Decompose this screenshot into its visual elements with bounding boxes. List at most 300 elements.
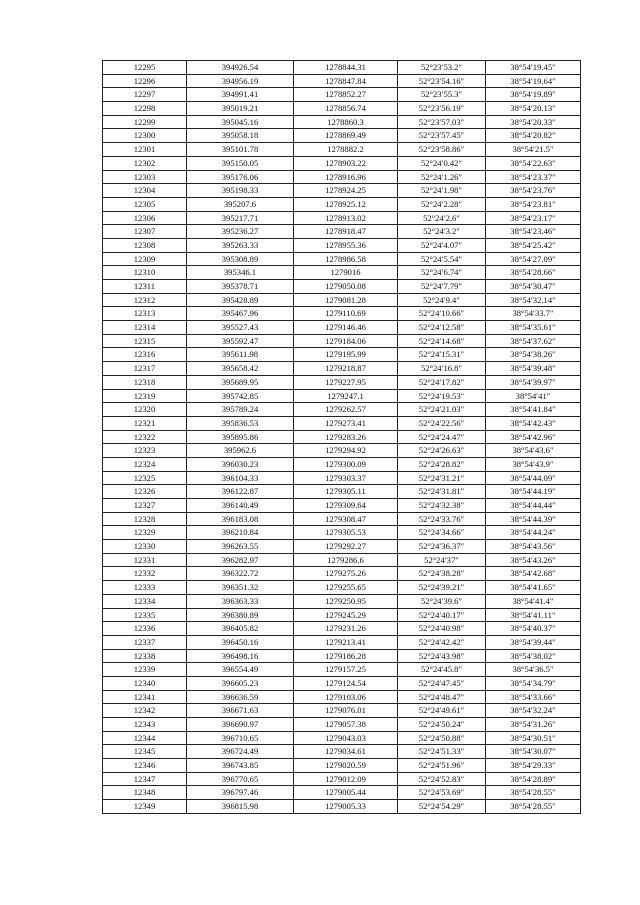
longitude-cell: 38°54′41.84″ xyxy=(486,403,581,417)
point-number-cell: 12302 xyxy=(103,156,187,170)
x-coordinate-cell: 395176.06 xyxy=(187,170,294,184)
table-row xyxy=(103,115,581,129)
longitude-cell: 38°54′23.37″ xyxy=(486,170,581,184)
point-number-cell: 12295 xyxy=(103,61,187,75)
longitude-cell: 38°54′41″ xyxy=(486,389,581,403)
x-coordinate-cell: 396724.49 xyxy=(187,745,294,759)
table-row xyxy=(103,170,581,184)
x-coordinate-cell: 395045.16 xyxy=(187,115,294,129)
y-coordinate-cell: 1278903.22 xyxy=(294,156,398,170)
x-coordinate-cell: 396104.33 xyxy=(187,471,294,485)
latitude-cell: 52°24′37″ xyxy=(398,553,486,567)
latitude-cell: 52°23′57.03″ xyxy=(398,115,486,129)
table-row xyxy=(103,608,581,622)
y-coordinate-cell: 1279043.03 xyxy=(294,731,398,745)
point-number-cell: 12327 xyxy=(103,499,187,513)
table-row xyxy=(103,526,581,540)
table-row xyxy=(103,540,581,554)
latitude-cell: 52°24′33.76″ xyxy=(398,512,486,526)
y-coordinate-cell: 1279255.65 xyxy=(294,581,398,595)
x-coordinate-cell: 395527.43 xyxy=(187,321,294,335)
longitude-cell: 38°54′21.5″ xyxy=(486,143,581,157)
latitude-cell: 52°23′53.2″ xyxy=(398,61,486,75)
point-number-cell: 12300 xyxy=(103,129,187,143)
y-coordinate-cell: 1279081.28 xyxy=(294,293,398,307)
table-row xyxy=(103,444,581,458)
x-coordinate-cell: 396210.84 xyxy=(187,526,294,540)
latitude-cell: 52°24′5.54″ xyxy=(398,252,486,266)
y-coordinate-cell: 1279124.54 xyxy=(294,676,398,690)
point-number-cell: 12299 xyxy=(103,115,187,129)
longitude-cell: 38°54′38.26″ xyxy=(486,348,581,362)
latitude-cell: 52°24′4.07″ xyxy=(398,238,486,252)
longitude-cell: 38°54′44.09″ xyxy=(486,471,581,485)
point-number-cell: 12345 xyxy=(103,745,187,759)
table-row xyxy=(103,362,581,376)
y-coordinate-cell: 1279309.64 xyxy=(294,499,398,513)
latitude-cell: 52°24′36.37″ xyxy=(398,540,486,554)
y-coordinate-cell: 1278924.25 xyxy=(294,184,398,198)
x-coordinate-cell: 395467.96 xyxy=(187,307,294,321)
table-row xyxy=(103,499,581,513)
latitude-cell: 52°24′22.56″ xyxy=(398,416,486,430)
point-number-cell: 12324 xyxy=(103,457,187,471)
point-number-cell: 12338 xyxy=(103,649,187,663)
table-row xyxy=(103,321,581,335)
y-coordinate-cell: 1278925.12 xyxy=(294,197,398,211)
table-row xyxy=(103,553,581,567)
y-coordinate-cell: 1278918.47 xyxy=(294,225,398,239)
x-coordinate-cell: 395217.71 xyxy=(187,211,294,225)
latitude-cell: 52°24′24.47″ xyxy=(398,430,486,444)
latitude-cell: 52°24′21.03″ xyxy=(398,403,486,417)
longitude-cell: 38°54′27.09″ xyxy=(486,252,581,266)
x-coordinate-cell: 395592.47 xyxy=(187,334,294,348)
point-number-cell: 12303 xyxy=(103,170,187,184)
latitude-cell: 52°23′58.86″ xyxy=(398,143,486,157)
table-row xyxy=(103,676,581,690)
table-row xyxy=(103,581,581,595)
table-row xyxy=(103,594,581,608)
point-number-cell: 12341 xyxy=(103,690,187,704)
table-row xyxy=(103,485,581,499)
table-row xyxy=(103,307,581,321)
latitude-cell: 52°24′49.61″ xyxy=(398,704,486,718)
x-coordinate-cell: 396380.89 xyxy=(187,608,294,622)
latitude-cell: 52°24′2.6″ xyxy=(398,211,486,225)
x-coordinate-cell: 395658.42 xyxy=(187,362,294,376)
table-row xyxy=(103,663,581,677)
point-number-cell: 12331 xyxy=(103,553,187,567)
table-row xyxy=(103,238,581,252)
table-row xyxy=(103,718,581,732)
point-number-cell: 12307 xyxy=(103,225,187,239)
x-coordinate-cell: 395198.33 xyxy=(187,184,294,198)
y-coordinate-cell: 1279146.46 xyxy=(294,321,398,335)
point-number-cell: 12309 xyxy=(103,252,187,266)
point-number-cell: 12306 xyxy=(103,211,187,225)
table-row xyxy=(103,61,581,75)
x-coordinate-cell: 396183.08 xyxy=(187,512,294,526)
longitude-cell: 38°54′44.44″ xyxy=(486,499,581,513)
y-coordinate-cell: 1278913.02 xyxy=(294,211,398,225)
x-coordinate-cell: 394926.54 xyxy=(187,61,294,75)
x-coordinate-cell: 395263.33 xyxy=(187,238,294,252)
x-coordinate-cell: 394991.41 xyxy=(187,88,294,102)
y-coordinate-cell: 1278869.49 xyxy=(294,129,398,143)
y-coordinate-cell: 1279076.01 xyxy=(294,704,398,718)
latitude-cell: 52°24′32.38″ xyxy=(398,499,486,513)
point-number-cell: 12330 xyxy=(103,540,187,554)
longitude-cell: 38°54′33.66″ xyxy=(486,690,581,704)
latitude-cell: 52°24′19.53″ xyxy=(398,389,486,403)
table-row xyxy=(103,704,581,718)
point-number-cell: 12297 xyxy=(103,88,187,102)
y-coordinate-cell: 1279283.26 xyxy=(294,430,398,444)
point-number-cell: 12336 xyxy=(103,622,187,636)
table-row xyxy=(103,430,581,444)
longitude-cell: 38°54′35.61″ xyxy=(486,321,581,335)
x-coordinate-cell: 395742.85 xyxy=(187,389,294,403)
y-coordinate-cell: 1278986.58 xyxy=(294,252,398,266)
longitude-cell: 38°54′32.24″ xyxy=(486,704,581,718)
latitude-cell: 52°24′10.66″ xyxy=(398,307,486,321)
point-number-cell: 12316 xyxy=(103,348,187,362)
x-coordinate-cell: 396122.87 xyxy=(187,485,294,499)
longitude-cell: 38°54′42.68″ xyxy=(486,567,581,581)
longitude-cell: 38°54′19.64″ xyxy=(486,74,581,88)
x-coordinate-cell: 396743.85 xyxy=(187,759,294,773)
y-coordinate-cell: 1278856.74 xyxy=(294,102,398,116)
point-number-cell: 12334 xyxy=(103,594,187,608)
x-coordinate-cell: 396140.49 xyxy=(187,499,294,513)
longitude-cell: 38°54′37.62″ xyxy=(486,334,581,348)
table-row xyxy=(103,74,581,88)
table-row xyxy=(103,403,581,417)
table-row xyxy=(103,389,581,403)
point-number-cell: 12343 xyxy=(103,718,187,732)
x-coordinate-cell: 396405.82 xyxy=(187,622,294,636)
longitude-cell: 38°54′28.89″ xyxy=(486,772,581,786)
y-coordinate-cell: 1279110.69 xyxy=(294,307,398,321)
point-number-cell: 12325 xyxy=(103,471,187,485)
table-row xyxy=(103,622,581,636)
y-coordinate-cell: 1279005.44 xyxy=(294,786,398,800)
y-coordinate-cell: 1279300.09 xyxy=(294,457,398,471)
y-coordinate-cell: 1279245.29 xyxy=(294,608,398,622)
y-coordinate-cell: 1278955.36 xyxy=(294,238,398,252)
latitude-cell: 52°24′47.45″ xyxy=(398,676,486,690)
table-row xyxy=(103,772,581,786)
latitude-cell: 52°24′38.28″ xyxy=(398,567,486,581)
longitude-cell: 38°54′34.79″ xyxy=(486,676,581,690)
y-coordinate-cell: 1278882.2 xyxy=(294,143,398,157)
x-coordinate-cell: 396282.97 xyxy=(187,553,294,567)
latitude-cell: 52°24′1.26″ xyxy=(398,170,486,184)
longitude-cell: 38°54′41.65″ xyxy=(486,581,581,595)
x-coordinate-cell: 395308.89 xyxy=(187,252,294,266)
latitude-cell: 52°24′6.74″ xyxy=(398,266,486,280)
x-coordinate-cell: 396498.16 xyxy=(187,649,294,663)
latitude-cell: 52°23′57.45″ xyxy=(398,129,486,143)
point-number-cell: 12320 xyxy=(103,403,187,417)
y-coordinate-cell: 1279305.53 xyxy=(294,526,398,540)
x-coordinate-cell: 395236.27 xyxy=(187,225,294,239)
x-coordinate-cell: 396797.46 xyxy=(187,786,294,800)
x-coordinate-cell: 395895.86 xyxy=(187,430,294,444)
longitude-cell: 38°54′20.82″ xyxy=(486,129,581,143)
longitude-cell: 38°54′23.17″ xyxy=(486,211,581,225)
x-coordinate-cell: 396770.65 xyxy=(187,772,294,786)
point-number-cell: 12329 xyxy=(103,526,187,540)
table-row xyxy=(103,731,581,745)
y-coordinate-cell: 1279050.08 xyxy=(294,280,398,294)
table-row xyxy=(103,375,581,389)
point-number-cell: 12319 xyxy=(103,389,187,403)
table-row xyxy=(103,197,581,211)
point-number-cell: 12308 xyxy=(103,238,187,252)
point-number-cell: 12298 xyxy=(103,102,187,116)
latitude-cell: 52°24′45.8″ xyxy=(398,663,486,677)
point-number-cell: 12305 xyxy=(103,197,187,211)
latitude-cell: 52°23′56.19″ xyxy=(398,102,486,116)
x-coordinate-cell: 395836.53 xyxy=(187,416,294,430)
latitude-cell: 52°24′52.83″ xyxy=(398,772,486,786)
table-row xyxy=(103,786,581,800)
x-coordinate-cell: 395962.6 xyxy=(187,444,294,458)
longitude-cell: 38°54′29.33″ xyxy=(486,759,581,773)
table-row xyxy=(103,102,581,116)
latitude-cell: 52°24′40.98″ xyxy=(398,622,486,636)
x-coordinate-cell: 396263.55 xyxy=(187,540,294,554)
point-number-cell: 12342 xyxy=(103,704,187,718)
longitude-cell: 38°54′28.55″ xyxy=(486,786,581,800)
longitude-cell: 38°54′39.97″ xyxy=(486,375,581,389)
table-row xyxy=(103,800,581,814)
longitude-cell: 38°54′40.37″ xyxy=(486,622,581,636)
x-coordinate-cell: 396554.49 xyxy=(187,663,294,677)
y-coordinate-cell: 1278844.31 xyxy=(294,61,398,75)
longitude-cell: 38°54′44.19″ xyxy=(486,485,581,499)
y-coordinate-cell: 1279294.92 xyxy=(294,444,398,458)
longitude-cell: 38°54′41.11″ xyxy=(486,608,581,622)
coordinate-table xyxy=(102,60,581,814)
x-coordinate-cell: 396363.33 xyxy=(187,594,294,608)
longitude-cell: 38°54′43.26″ xyxy=(486,553,581,567)
table-row xyxy=(103,293,581,307)
longitude-cell: 38°54′32.14″ xyxy=(486,293,581,307)
table-row xyxy=(103,211,581,225)
x-coordinate-cell: 396030.23 xyxy=(187,457,294,471)
table-row xyxy=(103,690,581,704)
latitude-cell: 52°24′28.82″ xyxy=(398,457,486,471)
latitude-cell: 52°24′16.8″ xyxy=(398,362,486,376)
x-coordinate-cell: 395346.1 xyxy=(187,266,294,280)
longitude-cell: 38°54′23.46″ xyxy=(486,225,581,239)
table-row xyxy=(103,512,581,526)
longitude-cell: 38°54′44.24″ xyxy=(486,526,581,540)
y-coordinate-cell: 1279103.06 xyxy=(294,690,398,704)
longitude-cell: 38°54′38.02″ xyxy=(486,649,581,663)
y-coordinate-cell: 1279218.87 xyxy=(294,362,398,376)
latitude-cell: 52°24′7.79″ xyxy=(398,280,486,294)
x-coordinate-cell: 395207.6 xyxy=(187,197,294,211)
latitude-cell: 52°24′0.42″ xyxy=(398,156,486,170)
longitude-cell: 38°54′43.6″ xyxy=(486,444,581,458)
point-number-cell: 12304 xyxy=(103,184,187,198)
point-number-cell: 12312 xyxy=(103,293,187,307)
table-row xyxy=(103,280,581,294)
y-coordinate-cell: 1279186.28 xyxy=(294,649,398,663)
point-number-cell: 12348 xyxy=(103,786,187,800)
longitude-cell: 38°54′28.66″ xyxy=(486,266,581,280)
point-number-cell: 12328 xyxy=(103,512,187,526)
table-row xyxy=(103,252,581,266)
point-number-cell: 12318 xyxy=(103,375,187,389)
longitude-cell: 38°54′43.9″ xyxy=(486,457,581,471)
latitude-cell: 52°24′2.28″ xyxy=(398,197,486,211)
point-number-cell: 12321 xyxy=(103,416,187,430)
latitude-cell: 52°24′12.58″ xyxy=(398,321,486,335)
point-number-cell: 12323 xyxy=(103,444,187,458)
longitude-cell: 38°54′33.7″ xyxy=(486,307,581,321)
x-coordinate-cell: 396322.72 xyxy=(187,567,294,581)
latitude-cell: 52°23′55.3″ xyxy=(398,88,486,102)
y-coordinate-cell: 1279005.33 xyxy=(294,800,398,814)
x-coordinate-cell: 396690.97 xyxy=(187,718,294,732)
y-coordinate-cell: 1279213.41 xyxy=(294,635,398,649)
latitude-cell: 52°24′14.68″ xyxy=(398,334,486,348)
x-coordinate-cell: 395378.71 xyxy=(187,280,294,294)
latitude-cell: 52°24′9.4″ xyxy=(398,293,486,307)
y-coordinate-cell: 1279273.41 xyxy=(294,416,398,430)
table-row xyxy=(103,348,581,362)
table-row xyxy=(103,156,581,170)
y-coordinate-cell: 1279012.09 xyxy=(294,772,398,786)
latitude-cell: 52°24′26.63″ xyxy=(398,444,486,458)
y-coordinate-cell: 1279034.61 xyxy=(294,745,398,759)
latitude-cell: 52°24′1.98″ xyxy=(398,184,486,198)
longitude-cell: 38°54′39.44″ xyxy=(486,635,581,649)
latitude-cell: 52°24′42.42″ xyxy=(398,635,486,649)
x-coordinate-cell: 396605.23 xyxy=(187,676,294,690)
point-number-cell: 12317 xyxy=(103,362,187,376)
point-number-cell: 12333 xyxy=(103,581,187,595)
y-coordinate-cell: 1279195.99 xyxy=(294,348,398,362)
x-coordinate-cell: 395101.78 xyxy=(187,143,294,157)
x-coordinate-cell: 395150.05 xyxy=(187,156,294,170)
point-number-cell: 12315 xyxy=(103,334,187,348)
latitude-cell: 52°24′50.24″ xyxy=(398,718,486,732)
x-coordinate-cell: 396815.98 xyxy=(187,800,294,814)
y-coordinate-cell: 1279227.95 xyxy=(294,375,398,389)
longitude-cell: 38°54′30.51″ xyxy=(486,731,581,745)
table-row xyxy=(103,266,581,280)
latitude-cell: 52°24′53.69″ xyxy=(398,786,486,800)
longitude-cell: 38°54′31.26″ xyxy=(486,718,581,732)
table-row xyxy=(103,416,581,430)
table-row xyxy=(103,334,581,348)
y-coordinate-cell: 1279020.59 xyxy=(294,759,398,773)
y-coordinate-cell: 1279250.95 xyxy=(294,594,398,608)
table-row xyxy=(103,143,581,157)
table-row xyxy=(103,184,581,198)
y-coordinate-cell: 1278860.3 xyxy=(294,115,398,129)
x-coordinate-cell: 395611.98 xyxy=(187,348,294,362)
latitude-cell: 52°24′15.31″ xyxy=(398,348,486,362)
y-coordinate-cell: 1278847.84 xyxy=(294,74,398,88)
longitude-cell: 38°54′28.55″ xyxy=(486,800,581,814)
y-coordinate-cell: 1278852.27 xyxy=(294,88,398,102)
x-coordinate-cell: 395058.18 xyxy=(187,129,294,143)
latitude-cell: 52°24′31.81″ xyxy=(398,485,486,499)
point-number-cell: 12296 xyxy=(103,74,187,88)
latitude-cell: 52°24′31.21″ xyxy=(398,471,486,485)
y-coordinate-cell: 1279231.26 xyxy=(294,622,398,636)
y-coordinate-cell: 1279275.26 xyxy=(294,567,398,581)
longitude-cell: 38°54′43.56″ xyxy=(486,540,581,554)
x-coordinate-cell: 394956.19 xyxy=(187,74,294,88)
longitude-cell: 38°54′19.45″ xyxy=(486,61,581,75)
x-coordinate-cell: 395019.21 xyxy=(187,102,294,116)
point-number-cell: 12314 xyxy=(103,321,187,335)
latitude-cell: 52°24′54.29″ xyxy=(398,800,486,814)
longitude-cell: 38°54′30.47″ xyxy=(486,280,581,294)
coordinate-table-body xyxy=(103,61,581,814)
point-number-cell: 12346 xyxy=(103,759,187,773)
longitude-cell: 38°54′23.81″ xyxy=(486,197,581,211)
latitude-cell: 52°24′51.33″ xyxy=(398,745,486,759)
latitude-cell: 52°24′50.88″ xyxy=(398,731,486,745)
longitude-cell: 38°54′25.42″ xyxy=(486,238,581,252)
table-row xyxy=(103,129,581,143)
longitude-cell: 38°54′20.33″ xyxy=(486,115,581,129)
x-coordinate-cell: 396450.16 xyxy=(187,635,294,649)
longitude-cell: 38°54′44.39″ xyxy=(486,512,581,526)
x-coordinate-cell: 395789.24 xyxy=(187,403,294,417)
point-number-cell: 12344 xyxy=(103,731,187,745)
y-coordinate-cell: 1279308.47 xyxy=(294,512,398,526)
longitude-cell: 38°54′39.48″ xyxy=(486,362,581,376)
point-number-cell: 12347 xyxy=(103,772,187,786)
latitude-cell: 52°24′17.82″ xyxy=(398,375,486,389)
longitude-cell: 38°54′30.07″ xyxy=(486,745,581,759)
table-row xyxy=(103,457,581,471)
x-coordinate-cell: 396710.65 xyxy=(187,731,294,745)
y-coordinate-cell: 1279247.1 xyxy=(294,389,398,403)
y-coordinate-cell: 1279303.37 xyxy=(294,471,398,485)
point-number-cell: 12337 xyxy=(103,635,187,649)
point-number-cell: 12349 xyxy=(103,800,187,814)
x-coordinate-cell: 396671.63 xyxy=(187,704,294,718)
point-number-cell: 12301 xyxy=(103,143,187,157)
table-row xyxy=(103,567,581,581)
table-row xyxy=(103,88,581,102)
y-coordinate-cell: 1279286.6 xyxy=(294,553,398,567)
longitude-cell: 38°54′19.89″ xyxy=(486,88,581,102)
latitude-cell: 52°23′54.16″ xyxy=(398,74,486,88)
latitude-cell: 52°24′3.2″ xyxy=(398,225,486,239)
longitude-cell: 38°54′42.43″ xyxy=(486,416,581,430)
y-coordinate-cell: 1279262.57 xyxy=(294,403,398,417)
latitude-cell: 52°24′39.6″ xyxy=(398,594,486,608)
table-row xyxy=(103,471,581,485)
longitude-cell: 38°54′20.13″ xyxy=(486,102,581,116)
longitude-cell: 38°54′22.63″ xyxy=(486,156,581,170)
table-row xyxy=(103,745,581,759)
y-coordinate-cell: 1278916.96 xyxy=(294,170,398,184)
longitude-cell: 38°54′42.96″ xyxy=(486,430,581,444)
